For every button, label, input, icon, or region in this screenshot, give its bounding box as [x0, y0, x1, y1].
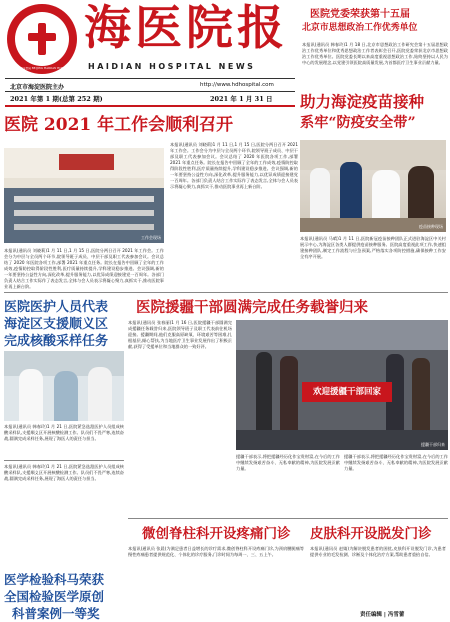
pain-clinic-article	[128, 522, 308, 620]
editor-credit: 责任编辑 | 冯雪蕾	[360, 612, 405, 618]
xinjiang-headline: 医院援疆干部圆满完成任务载誉归来	[136, 299, 368, 316]
lab-award-headline-3: 科普案例一等奖	[12, 606, 100, 621]
hair-clinic-headline: 皮肤科开设脱发门诊	[310, 526, 432, 542]
pain-clinic-body: 本报讯(通讯员 张晨)为满足患者日益增长的诊疗需求,微创脊柱科开设疼痛门诊,为颈肩腰腿痛等慢性疼痛患者提供规范化、个体化的诊疗服务,门诊时间为每周一、三、五上午。	[128, 546, 304, 557]
vaccine-body: 本报讯(通讯员 马晴)1 月 11 日,医院新冠疫苗接种团队正式进驻海淀区中关村展示中心,为海淀区各类人群提供疫苗接种服务。医院高度重视此项工作,快速组建接种团队,制定工作流程与应急预案,严格落实各项防控措施,确保接种工作安全有序开展。	[300, 236, 446, 259]
party-award-headline-2: 北京市思想政治工作优秀单位	[302, 23, 418, 33]
welcome-banner	[302, 382, 392, 402]
hair-clinic-article	[310, 522, 448, 620]
newspaper-subtitle: HAIDIAN HOSPITAL NEWS	[88, 62, 256, 71]
party-award-headline-1: 医院党委荣获第十五届	[310, 9, 410, 20]
nucleic-acid-headline-2: 海淀区支援顺义区	[4, 317, 109, 332]
issue-date: 2021 年 1 月 31 日	[210, 95, 273, 103]
annual-meeting-photo	[4, 148, 164, 243]
annual-meeting-body-right: 本报讯(通讯员 刘晓莉)1 月 11 日,1 月 15 日,医院分两日召开 2021 年工作会。工作会分为中层与全员两个环节,院领导班子成员、中层干部及职工代表参加会议。会议总结了 2020 年医院各项工作,部署 2021 年重点任务。院长在报告中回顾了全年的工作成效,疫情防控取得阶段性胜利,医疗质量持续提升,学科建设稳步推进。会议强调,新的一年要坚持公益性方向,深化改革,提升服务能力,以优异成绩迎接建党一百周年。各部门负责人结合工作实际作了表态发言,全体与会人员表示将凝心聚力,真抓实干,推动医院事业再上新台阶。	[170, 142, 298, 189]
xinjiang-article	[128, 296, 448, 516]
issue-number: 2021 年第 1 期(总第 252 期)	[10, 95, 103, 103]
party-award-article	[302, 0, 448, 88]
lab-award-body: 本报讯(通讯员 韩春玲)1 月 21 日,医院紧急选派医护人员组成核酸采样队,支援顺义区开展核酸检测工作。队员们不畏严寒,连续奋战,圆满完成采样任务,展现了海医人的责任与担当。	[4, 464, 124, 481]
nucleic-acid-headline-1: 医院医护人员代表	[4, 300, 109, 315]
nucleic-acid-article	[4, 296, 124, 456]
website-link[interactable]: http://www.hdhospital.com	[200, 82, 274, 88]
nucleic-acid-photo	[4, 351, 124, 421]
vaccine-article	[300, 90, 448, 290]
xinjiang-body-right-2: 援疆干部表示,将把援疆经历化作宝贵财富,在今后的工作中继续发扬艰苦奋斗、无私奉献的精神,为医院发展贡献力量。	[344, 454, 448, 471]
lab-award-headline-2: 全国检验医学原创	[4, 589, 105, 604]
nucleic-acid-body: 本报讯(通讯员 韩春玲)1 月 21 日,医院紧急选派医护人员组成核酸采样队,支援顺义区开展核酸检测工作。队员们不畏严寒,连续奋战,圆满完成采样任务,展现了海医人的责任与担当。	[4, 424, 124, 441]
annual-meeting-headline: 医院 2021 年工作会顺利召开	[4, 115, 234, 135]
vaccine-headline-1: 助力海淀疫苗接种	[300, 92, 425, 111]
annual-meeting-body-left: 本报讯(通讯员 刘晓莉)1 月 11 日,1 月 15 日,医院分两日召开 2021 年工作会。工作会分为中层与全员两个环节,院领导班子成员、中层干部及职工代表参加会议。会议总结了 2020 年医院各项工作,部署 2021 年重点任务。院长在报告中回顾了全年的工作成效,疫情防控取得阶段性胜利,医疗质量持续提升,学科建设稳步推进。会议强调,新的一年要坚持公益性方向,深化改革,提升服务能力,以优异成绩迎接建党一百周年。各部门负责人结合工作实际作了表态发言,全体与会人员表示将凝心聚力,真抓实干,推动医院事业再上新台阶。	[4, 248, 164, 289]
annual-meeting-photo-caption: 工作会现场	[141, 235, 161, 240]
hospital-logo	[7, 4, 77, 74]
xinjiang-body-left: 本报讯(通讯员 张春丽)1 月 16 日,医院援疆干部圆满完成援疆任务载誉归来,医院领导班子及职工代表前往机场迎接。援疆期间,他们克服高原缺氧、环境艰苦等困难,扎根基层,倾心帮扶,为当地医疗卫生事业发展作出了积极贡献,获得了受援单位和当地群众的一致好评。	[128, 320, 232, 349]
xinjiang-photo-caption: 援疆干部归来	[421, 442, 445, 447]
lab-award-article	[4, 460, 128, 620]
pain-clinic-headline: 微创脊柱科开设疼痛门诊	[142, 526, 291, 542]
logo-ring-text: 北京市海淀医院 BEIJING HAIDIAN HOSPITAL	[12, 67, 72, 70]
nucleic-acid-headline-3: 完成核酸采样任务	[4, 334, 109, 349]
party-award-body: 本报讯(通讯员 韩春玲)1 月 18 日,北京市思想政治工作研究会第十五届思想政治工作优秀单位和优秀思想政治工作者表彰会召开,医院党委荣获北京市思想政治工作优秀单位。医院党委长期以来高度重视思想政治工作,始终坚持以人民为中心的发展理念,以党建引领医院高质量发展,为首都医疗卫生事业贡献力量。	[302, 42, 448, 65]
newspaper-title: 海医院报	[84, 1, 288, 56]
vaccine-photo	[300, 140, 446, 232]
annual-meeting-article	[4, 110, 298, 290]
welcome-banner-text: 欢迎援疆干部回家	[312, 387, 381, 397]
hair-clinic-body: 本报讯(通讯员 赵婧)为解决脱发患者的困扰,皮肤科开设脱发门诊,为患者提供专业的毛发检测、诊断及个体化治疗方案,帮助患者重拾自信。	[310, 546, 446, 557]
sponsor-label: 北京市海淀医院主办	[10, 84, 65, 91]
xinjiang-photo	[236, 320, 448, 450]
vaccine-photo-caption: 疫苗接种现场	[419, 224, 443, 229]
medical-cross-icon	[28, 23, 56, 55]
xinjiang-body-right-1: 援疆干部表示,将把援疆经历化作宝贵财富,在今后的工作中继续发扬艰苦奋斗、无私奉献的精神,为医院发展贡献力量。	[236, 454, 340, 471]
masthead	[0, 0, 300, 120]
vaccine-headline-2: 系牢“防疫安全带”	[300, 115, 416, 131]
lab-award-headline-1: 医学检验科马荣获	[4, 572, 105, 587]
